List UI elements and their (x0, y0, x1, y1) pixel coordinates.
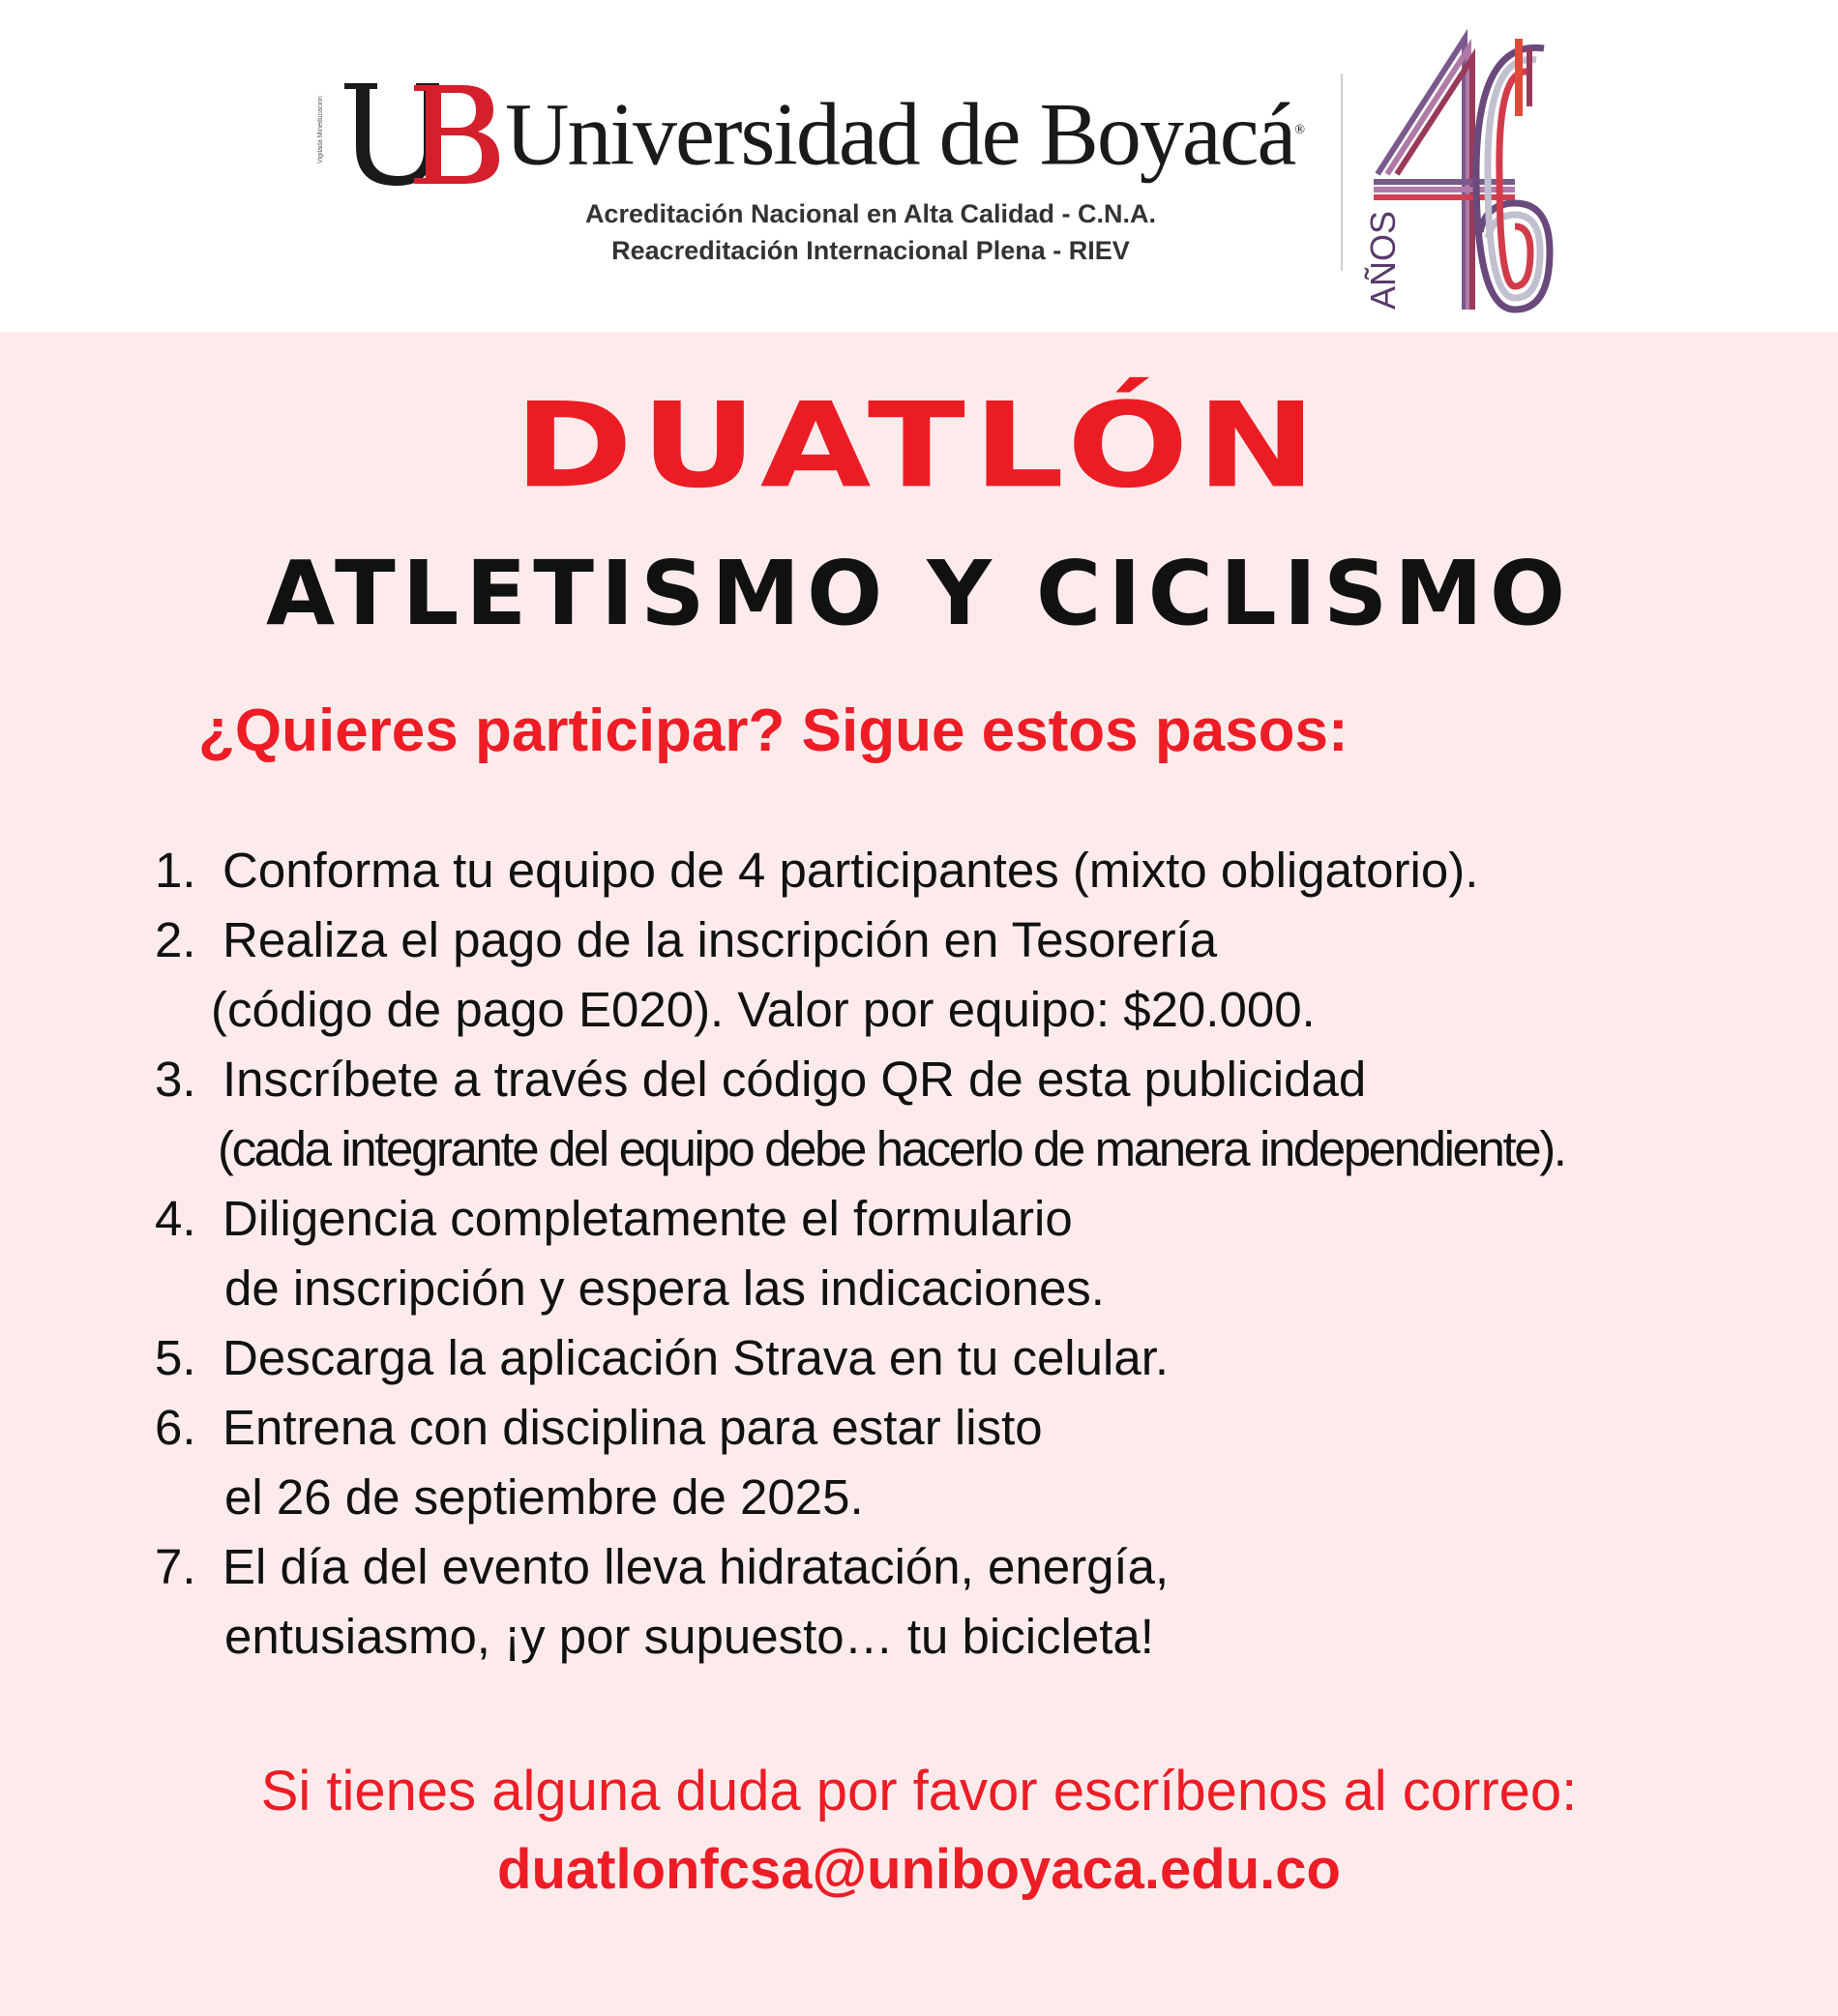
step-item (155, 1323, 1565, 1393)
step-item (155, 1184, 1565, 1323)
step-text: Inscríbete a través del código QR de esta publicidad (222, 1052, 1367, 1107)
header (0, 0, 1838, 332)
step-number: 5. (155, 1330, 196, 1385)
step-number: 3. (155, 1052, 196, 1107)
anniversary-46-logo (1360, 19, 1554, 319)
step-item (155, 836, 1565, 905)
step-text: Descarga la aplicación Strava en tu celular. (222, 1330, 1170, 1385)
university-name: Universidad de Boyacá® (505, 84, 1306, 184)
step-text: (cada integrante del equipo debe hacerlo de manera independiente). (218, 1121, 1565, 1176)
step-text: de inscripción y espera las indicaciones. (224, 1260, 1105, 1316)
step-number: 7. (155, 1539, 196, 1594)
step-item (155, 1045, 1565, 1184)
step-text: Diligencia completamente el formulario (222, 1191, 1073, 1246)
header-divider (1341, 74, 1343, 271)
step-text: Realiza el pago de la inscripción en Tesorería (222, 912, 1218, 967)
step-text: Conforma tu equipo de 4 participantes (mixto obligatorio). (222, 843, 1479, 898)
step-number: 2. (155, 912, 196, 967)
step-item (155, 1532, 1565, 1672)
step-number: 4. (155, 1191, 196, 1246)
event-subtitle: ATLETISMO Y CICLISMO (265, 542, 1573, 645)
step-text: (código de pago E020). Valor por equipo: $20.000. (211, 982, 1316, 1037)
step-number: 6. (155, 1400, 196, 1455)
step-text: entusiasmo, ¡y por supuesto… tu bicicleta! (224, 1609, 1154, 1664)
step-text: Entrena con disciplina para estar listo (222, 1400, 1043, 1455)
accreditation-national: Acreditación Nacional en Alta Calidad - C.N.A. (584, 199, 1157, 228)
anniversary-label: AÑOS (1363, 210, 1403, 310)
step-text: el 26 de septiembre de 2025. (224, 1469, 864, 1525)
steps-prompt: ¿Quieres participar? Sigue estos pasos: (198, 697, 1349, 764)
contact-email-link[interactable]: duatlonfcsa@uniboyaca.edu.co (497, 1838, 1341, 1901)
event-title: DUATLÓN (514, 377, 1324, 515)
step-text: El día del evento lleva hidratación, energía, (222, 1539, 1170, 1594)
steps-list (155, 836, 1565, 1672)
step-number: 1. (155, 843, 196, 898)
step-item (155, 905, 1565, 1045)
step-item (155, 1393, 1565, 1532)
vigilada-text: Vigilada Mineducación (317, 96, 324, 163)
university-logo-mark (339, 75, 503, 190)
contact-question: Si tienes alguna duda por favor escríbenos al correo: (260, 1760, 1578, 1823)
accreditation-international: Reacreditación Internacional Plena - RIEV (611, 236, 1130, 265)
